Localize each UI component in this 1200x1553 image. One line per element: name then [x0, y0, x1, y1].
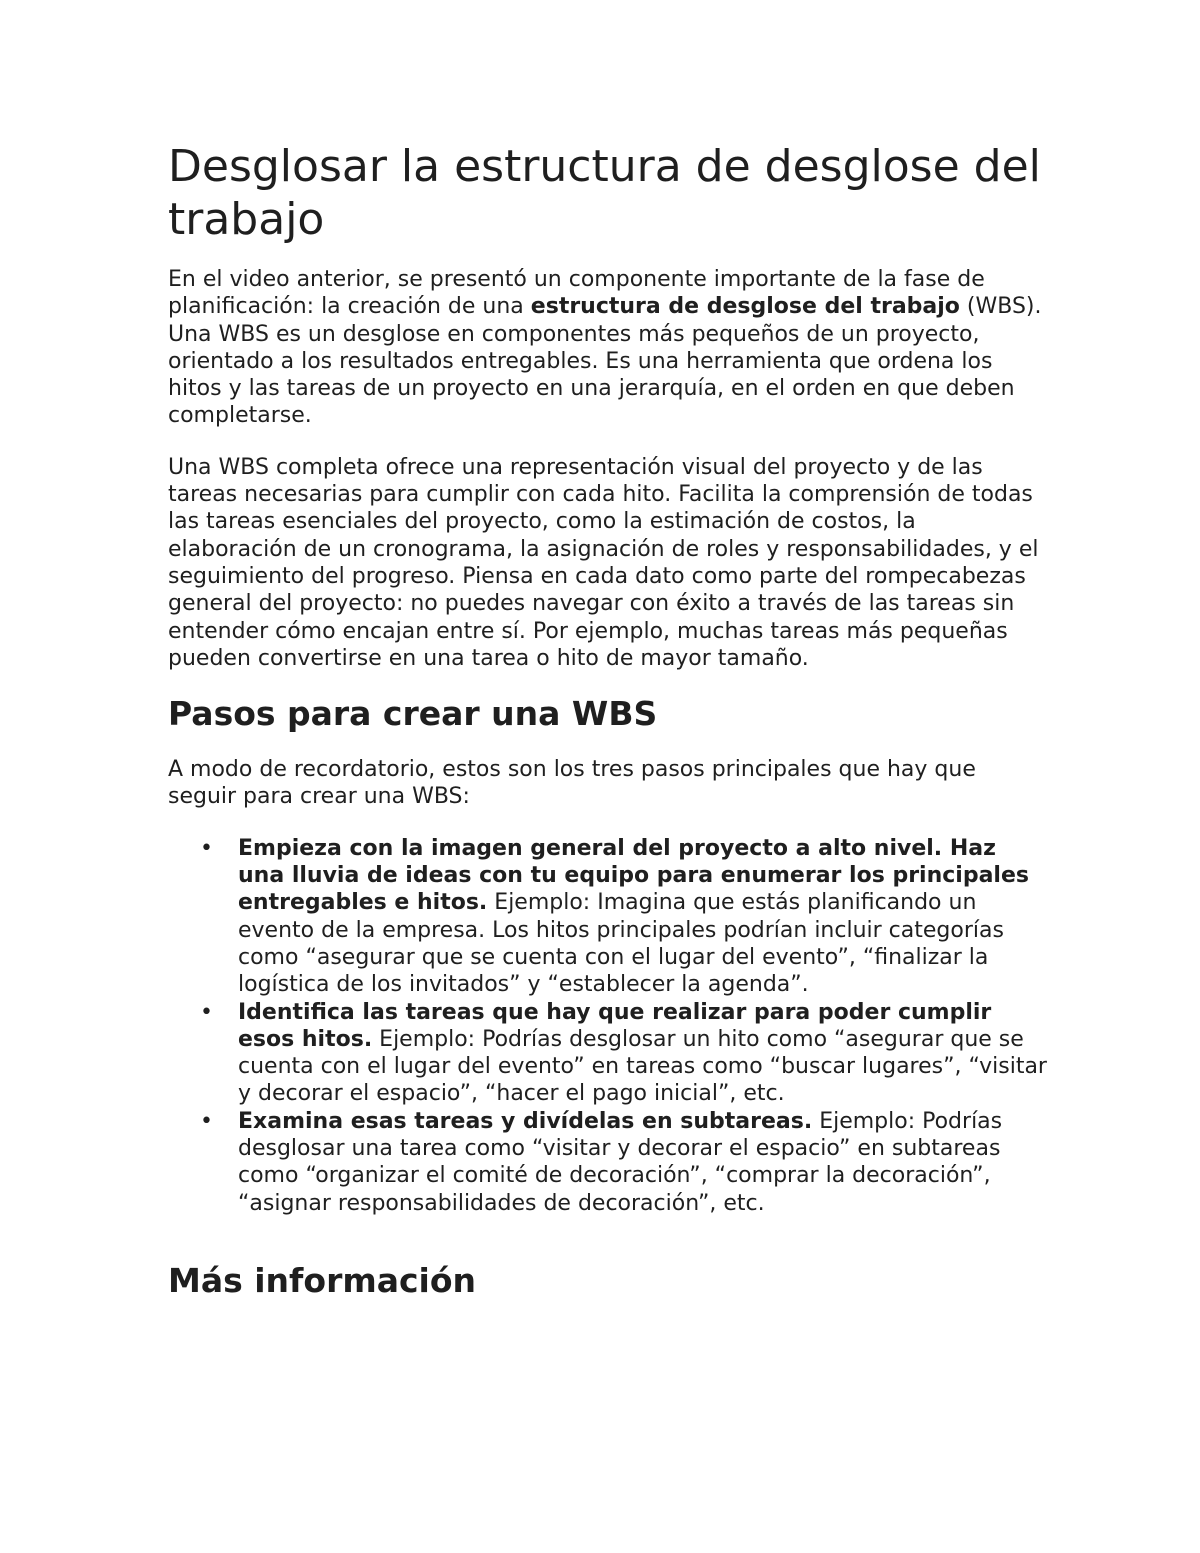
list-item: [200, 999, 1048, 1108]
intro-bold-term: estructura de desglose del trabajo: [530, 294, 960, 320]
intro-text-start: En el video anterior, se presentó un componente importante de la fase de planificación: la creación de una: [168, 267, 985, 320]
bullet-icon: •: [200, 1108, 213, 1134]
step-text: Ejemplo: Podrías desglosar una tarea como “visitar y decorar el espacio” en subtareas como “organizar el comité de decoración”, “comprar la decoración”, “asignar responsabilidades de decoración”, etc.: [238, 1108, 1003, 1216]
intro-paragraph: [168, 266, 1048, 430]
step-bold-text: Examina esas tareas y divídelas en subtareas.: [238, 1108, 813, 1134]
step-bold-text: Empieza con la imagen general del proyecto a alto nivel. Haz una lluvia de ideas con tu equipo para enumerar los principales entregables e hitos.: [238, 835, 1029, 916]
steps-list: [168, 835, 1048, 1217]
more-info-heading: Más información: [168, 1260, 477, 1300]
step-bold-text: Identifica las tareas que hay que realizar para poder cumplir esos hitos.: [238, 999, 992, 1052]
document-title: Desglosar la estructura de desglose del trabajo: [168, 141, 1041, 245]
steps-heading: Pasos para crear una WBS: [168, 694, 658, 734]
intro-text-end: (WBS). Una WBS es un desglose en componentes más pequeños de un proyecto, orientado a los resultados entregables. Es una herramienta que ordena los hitos y las tareas de un proyecto en una jerarquía, en el orden en que deben completarse.: [168, 294, 1042, 429]
document-page: [168, 140, 1048, 1301]
step-text: Ejemplo: Podrías desglosar un hito como “asegurar que se cuenta con el lugar del evento” en tareas como “buscar lugares”, “visitar y decorar el espacio”, “hacer el pago inicial”, etc.: [238, 1026, 1047, 1107]
wbs-description-paragraph: Una WBS completa ofrece una representación visual del proyecto y de las tareas necesarias para cumplir con cada hito. Facilita la comprensión de todas las tareas esenciales del proyecto, como la estimación de costos, la elaboración de un cronograma, la asignación de roles y responsabilidades, y el seguimiento del progreso. Piensa en cada dato como parte del rompecabezas general del proyecto: no puedes navegar con éxito a través de las tareas sin entender cómo encajan entre sí. Por ejemplo, muchas tareas más pequeñas pueden convertirse en una tarea o hito de mayor tamaño.: [168, 454, 1039, 671]
bullet-icon: •: [200, 835, 213, 861]
step-text: Ejemplo: Imagina que estás planificando un evento de la empresa. Los hitos principales podrían incluir categorías como “asegurar que se cuenta con el lugar del evento”, “finalizar la logística de los invitados” y “establecer la agenda”.: [238, 890, 1004, 998]
list-item: [200, 835, 1048, 999]
bullet-icon: •: [200, 999, 213, 1025]
steps-intro-paragraph: A modo de recordatorio, estos son los tres pasos principales que hay que seguir para crear una WBS:: [168, 757, 976, 810]
list-item: [200, 1108, 1048, 1217]
